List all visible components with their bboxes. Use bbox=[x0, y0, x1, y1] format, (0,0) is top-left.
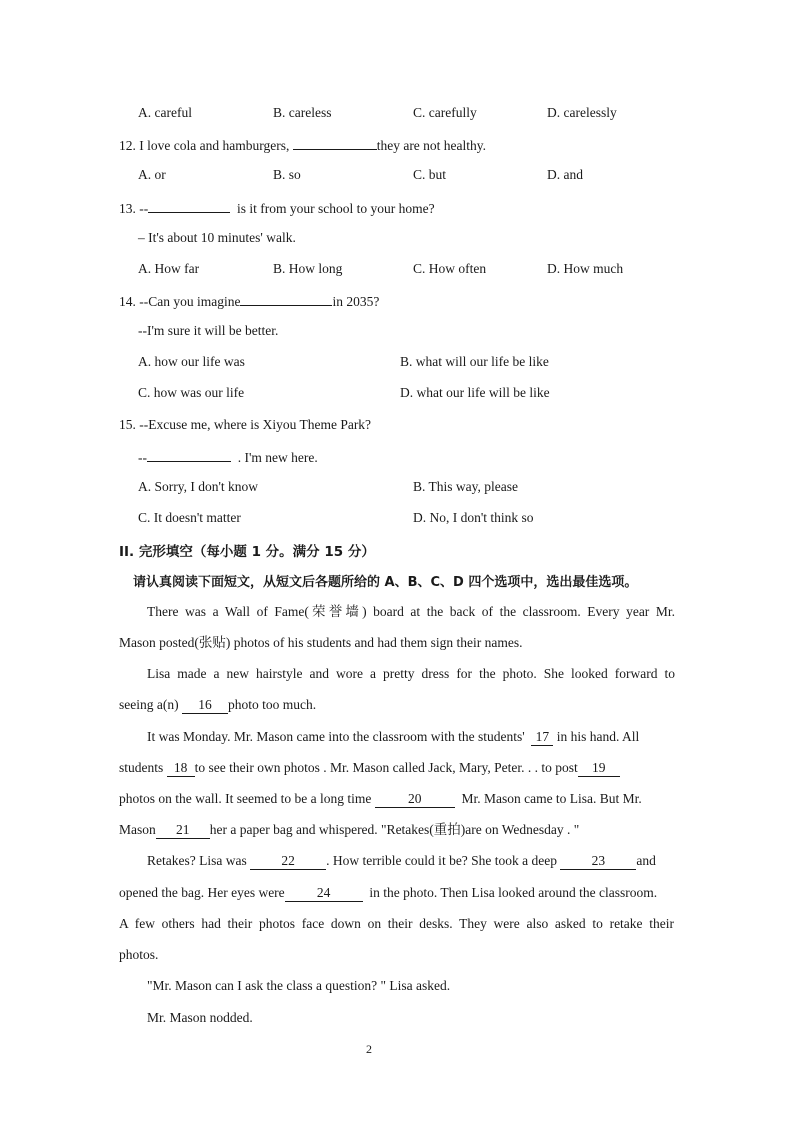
q12-option-d: D. and bbox=[547, 167, 583, 182]
passage-text: seeing a(n) bbox=[119, 697, 179, 712]
q11-option-b: B. careless bbox=[273, 105, 332, 120]
q14-option-d: D. what our life will be like bbox=[400, 385, 550, 400]
passage-text: photo too much. bbox=[227, 697, 317, 712]
q15-stem: 15. --Excuse me, where is Xiyou Theme Park? bbox=[119, 417, 372, 432]
q15-reply bbox=[138, 447, 318, 467]
q14-stem-post: in 2035? bbox=[332, 294, 380, 309]
q15-reply-pre: -- bbox=[138, 450, 147, 465]
q15-option-c: C. It doesn't matter bbox=[138, 510, 241, 525]
passage-p6: Mr. Mason nodded. bbox=[147, 1010, 253, 1025]
answer-blank bbox=[148, 198, 230, 213]
passage-text: in his hand. All bbox=[556, 729, 640, 744]
q14-stem bbox=[119, 291, 379, 311]
page-number: 2 bbox=[366, 1042, 372, 1056]
passage-p4-line2 bbox=[119, 884, 657, 902]
q14-option-b: B. what will our life be like bbox=[400, 354, 549, 369]
answer-blank bbox=[147, 447, 231, 462]
blank-21: 21 bbox=[156, 822, 210, 839]
blank-16: 16 bbox=[182, 697, 228, 714]
q12-option-b: B. so bbox=[273, 167, 301, 182]
q11-option-a: A. careful bbox=[138, 105, 192, 120]
passage-text: Mr. Mason came to Lisa. But Mr. bbox=[461, 791, 642, 806]
q12-stem-post: they are not healthy. bbox=[376, 138, 487, 153]
q14-option-a: A. how our life was bbox=[138, 354, 245, 369]
passage-p2-line1: Lisa made a new hairstyle and wore a pretty dress for the photo. She looked forward to bbox=[147, 666, 675, 681]
answer-blank bbox=[293, 135, 377, 150]
passage-p3-line2 bbox=[119, 759, 620, 777]
q14-reply: --I'm sure it will be better. bbox=[138, 323, 279, 338]
passage-text: It was Monday. Mr. Mason came into the classroom with the students' bbox=[147, 729, 525, 744]
blank-19: 19 bbox=[578, 760, 620, 777]
passage-p4-line4: photos. bbox=[119, 947, 159, 962]
q13-stem-pre: 13. -- bbox=[119, 201, 149, 216]
blank-24: 24 bbox=[285, 885, 363, 902]
blank-18: 18 bbox=[167, 760, 195, 777]
blank-20: 20 bbox=[375, 791, 455, 808]
passage-text: students bbox=[119, 760, 164, 775]
passage-p4-line3: A few others had their photos face down on their desks. They were also asked to retake their bbox=[119, 916, 674, 931]
q13-option-b: B. How long bbox=[273, 261, 343, 276]
blank-22: 22 bbox=[250, 853, 326, 870]
passage-text: and bbox=[636, 853, 656, 868]
answer-blank bbox=[240, 291, 332, 306]
section-title: II. 完形填空（每小题 1 分。满分 15 分） bbox=[119, 544, 375, 560]
passage-text: to see their own photos . Mr. Mason called Jack, Mary, Peter. . . to post bbox=[194, 760, 578, 775]
passage-text: opened the bag. Her eyes were bbox=[119, 885, 285, 900]
passage-p3-line1 bbox=[147, 728, 639, 746]
passage-text: her a paper bag and whispered. "Retakes(重拍)are on Wednesday . " bbox=[209, 822, 580, 837]
q13-reply: – It's about 10 minutes' walk. bbox=[138, 230, 296, 245]
passage-text: Mason bbox=[119, 822, 156, 837]
q12-option-a: A. or bbox=[138, 167, 166, 182]
q13-stem bbox=[119, 198, 435, 218]
passage-text: Retakes? Lisa was bbox=[147, 853, 247, 868]
passage-p4-line1 bbox=[147, 852, 656, 870]
section-instruction: 请认真阅读下面短文，从短文后各题所给的 A、B、C、D 四个选项中，选出最佳选项。 bbox=[133, 575, 638, 590]
passage-text: photos on the wall. It seemed to be a long time bbox=[119, 791, 372, 806]
q14-option-c: C. how was our life bbox=[138, 385, 245, 400]
q15-option-d: D. No, I don't think so bbox=[413, 510, 534, 525]
q15-option-a: A. Sorry, I don't know bbox=[138, 479, 259, 494]
q13-option-a: A. How far bbox=[138, 261, 200, 276]
passage-p5: "Mr. Mason can I ask the class a question? " Lisa asked. bbox=[147, 978, 451, 993]
q11-option-d: D. carelessly bbox=[547, 105, 617, 120]
passage-p3-line3 bbox=[119, 790, 642, 808]
blank-17: 17 bbox=[531, 729, 553, 746]
q13-option-c: C. How often bbox=[413, 261, 487, 276]
passage-text: . How terrible could it be? She took a deep bbox=[326, 853, 558, 868]
q15-reply-post: . I'm new here. bbox=[237, 450, 318, 465]
passage-p1-line2: Mason posted(张贴) photos of his students and had them sign their names. bbox=[119, 635, 523, 650]
q12-stem-pre: 12. I love cola and hamburgers, bbox=[119, 138, 290, 153]
blank-23: 23 bbox=[560, 853, 636, 870]
passage-text: in the photo. Then Lisa looked around the classroom. bbox=[369, 885, 658, 900]
q11-option-c: C. carefully bbox=[413, 105, 477, 120]
q12-stem bbox=[119, 135, 486, 155]
q14-stem-pre: 14. --Can you imagine bbox=[119, 294, 241, 309]
q13-stem-post: is it from your school to your home? bbox=[237, 201, 435, 216]
passage-p2-line2 bbox=[119, 696, 316, 714]
passage-p1-line1: There was a Wall of Fame(荣誉墙) board at the back of the classroom. Every year Mr. bbox=[147, 604, 675, 619]
q15-option-b: B. This way, please bbox=[413, 479, 518, 494]
q12-option-c: C. but bbox=[413, 167, 447, 182]
q13-option-d: D. How much bbox=[547, 261, 624, 276]
passage-p3-line4 bbox=[119, 821, 579, 839]
